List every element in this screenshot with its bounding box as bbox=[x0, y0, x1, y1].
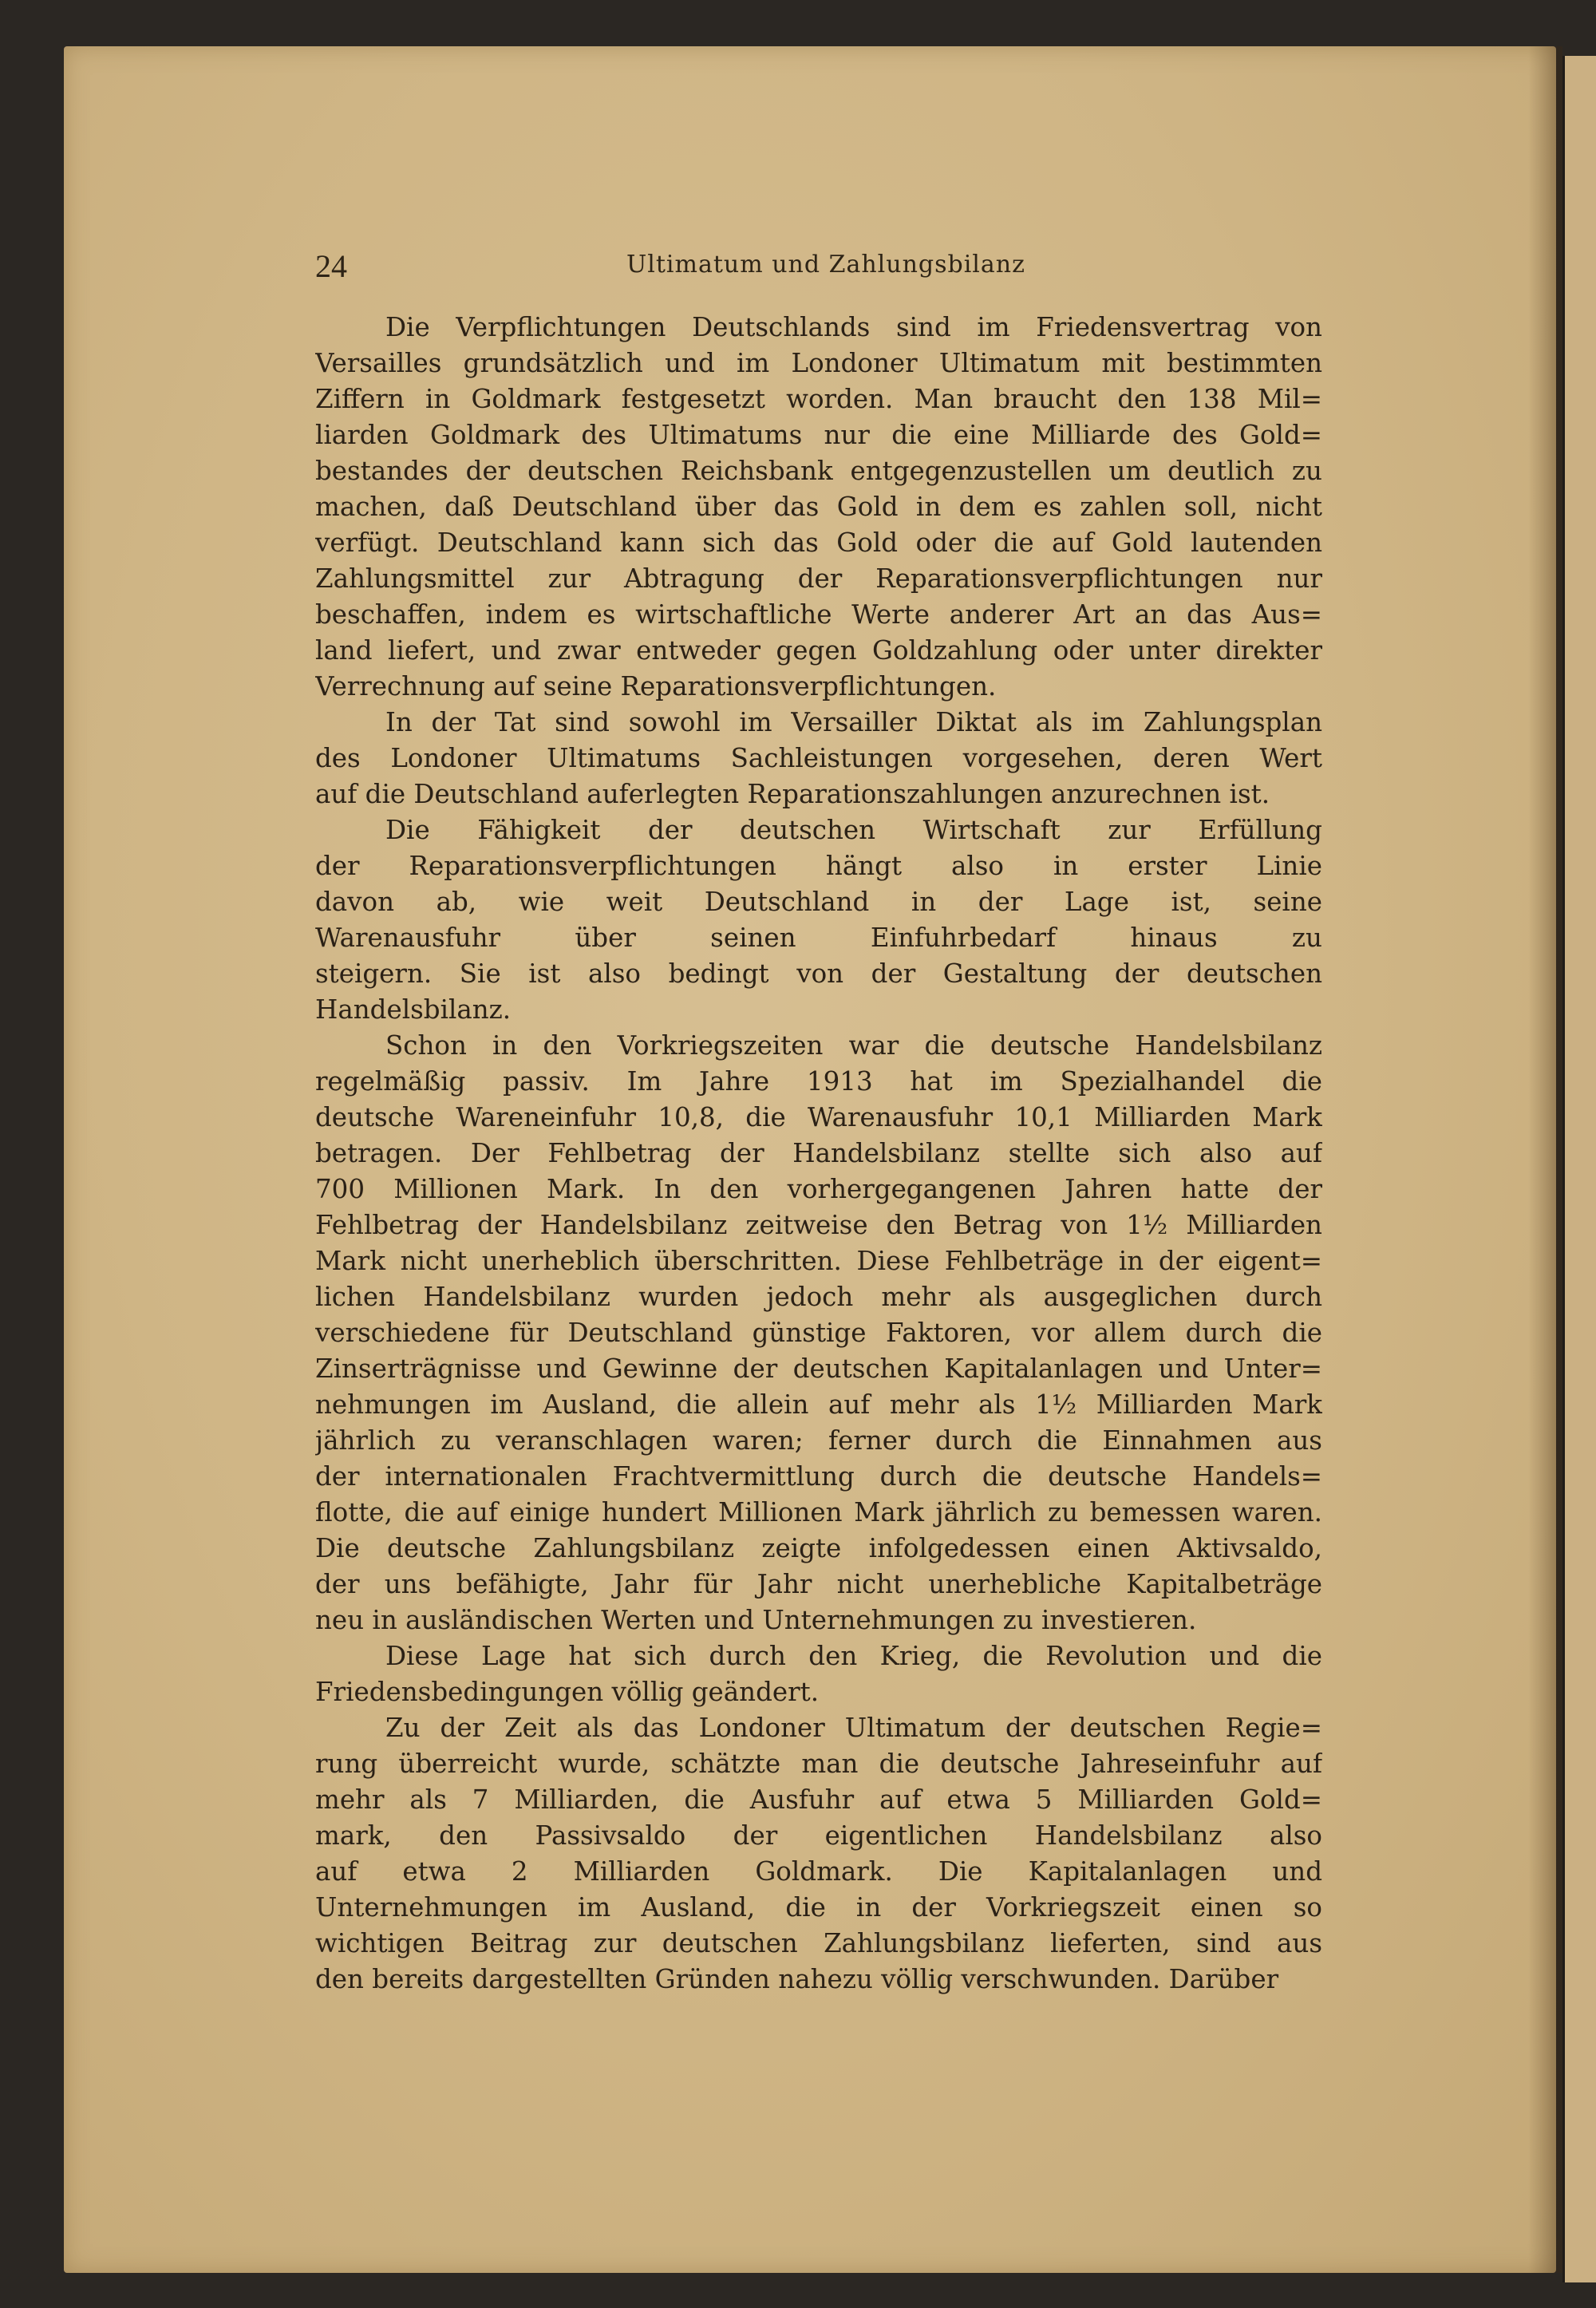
text-line: der internationalen Frachtvermittlung durch die deutsche Handels= bbox=[315, 1461, 1322, 1492]
text-line: wichtigen Beitrag zur deutschen Zahlungsbilanz lieferten, sind aus bbox=[315, 1928, 1322, 1958]
gutter-shadow bbox=[1528, 46, 1562, 2273]
text-line: Fehlbetrag der Handelsbilanz zeitweise den Betrag von 1½ Milliarden bbox=[315, 1210, 1322, 1240]
text-line: liarden Goldmark des Ultimatums nur die eine Milliarde des Gold= bbox=[315, 420, 1322, 450]
page-header bbox=[315, 247, 1321, 283]
text-line: land liefert, und zwar entweder gegen Goldzahlung oder unter direkter bbox=[315, 635, 1322, 666]
text-line: machen, daß Deutschland über das Gold in dem es zahlen soll, nicht bbox=[315, 492, 1322, 522]
running-title: Ultimatum und Zahlungsbilanz bbox=[626, 251, 1025, 279]
text-line: der Reparationsverpflichtungen hängt also in erster Linie bbox=[315, 851, 1322, 881]
text-line: Verrechnung auf seine Reparationsverpflichtungen. bbox=[315, 671, 997, 701]
text-line: den bereits dargestellten Gründen nahezu völlig verschwunden. Darüber bbox=[315, 1964, 1279, 1994]
text-line: Die deutsche Zahlungsbilanz zeigte infolgedessen einen Aktivsaldo, bbox=[315, 1533, 1322, 1563]
text-line: Diese Lage hat sich durch den Krieg, die Revolution und die bbox=[385, 1641, 1322, 1671]
text-line: Versailles grundsätzlich und im Londoner Ultimatum mit bestimmten bbox=[315, 348, 1322, 378]
text-line: Ziffern in Goldmark festgesetzt worden. Man braucht den 138 Mil= bbox=[315, 384, 1322, 414]
text-line: verfügt. Deutschland kann sich das Gold oder die auf Gold lautenden bbox=[315, 528, 1322, 558]
paragraph bbox=[315, 705, 1322, 812]
text-line: auf die Deutschland auferlegten Reparationszahlungen anzurechnen ist. bbox=[315, 779, 1270, 809]
text-line: bestandes der deutschen Reichsbank entgegenzustellen um deutlich zu bbox=[315, 456, 1322, 486]
text-line: neu in ausländischen Werten und Unternehmungen zu investieren. bbox=[315, 1605, 1197, 1635]
paragraph bbox=[315, 1028, 1322, 1638]
paragraph bbox=[315, 1638, 1322, 1710]
text-line: auf etwa 2 Milliarden Goldmark. Die Kapitalanlagen und bbox=[315, 1856, 1322, 1887]
body-text bbox=[315, 310, 1322, 1998]
text-line: Mark nicht unerheblich überschritten. Diese Fehlbeträge in der eigent= bbox=[315, 1246, 1322, 1276]
text-line: Zu der Zeit als das Londoner Ultimatum der deutschen Regie= bbox=[385, 1713, 1322, 1743]
text-line: Friedensbedingungen völlig geändert. bbox=[315, 1677, 820, 1707]
text-line: verschiedene für Deutschland günstige Faktoren, vor allem durch die bbox=[315, 1318, 1322, 1348]
text-line: deutsche Wareneinfuhr 10,8, die Warenausfuhr 10,1 Milliarden Mark bbox=[315, 1102, 1322, 1132]
text-line: Warenausfuhr über seinen Einfuhrbedarf hinaus zu bbox=[315, 923, 1322, 953]
text-line: der uns befähigte, Jahr für Jahr nicht unerhebliche Kapitalbeträge bbox=[315, 1569, 1322, 1599]
text-line: steigern. Sie ist also bedingt von der Gestaltung der deutschen bbox=[315, 958, 1322, 989]
text-line: davon ab, wie weit Deutschland in der Lage ist, seine bbox=[315, 887, 1322, 917]
text-line: In der Tat sind sowohl im Versailler Diktat als im Zahlungsplan bbox=[385, 707, 1322, 737]
text-line: Zahlungsmittel zur Abtragung der Reparationsverpflichtungen nur bbox=[315, 563, 1322, 594]
paragraph bbox=[315, 1710, 1322, 1998]
text-line: jährlich zu veranschlagen waren; ferner durch die Einnahmen aus bbox=[315, 1425, 1322, 1456]
paragraph bbox=[315, 310, 1322, 705]
text-line: betragen. Der Fehlbetrag der Handelsbilanz stellte sich also auf bbox=[315, 1138, 1322, 1168]
text-line: regelmäßig passiv. Im Jahre 1913 hat im Spezialhandel die bbox=[315, 1066, 1322, 1097]
text-line: nehmungen im Ausland, die allein auf mehr als 1½ Milliarden Mark bbox=[315, 1389, 1322, 1420]
text-line: lichen Handelsbilanz wurden jedoch mehr als ausgeglichen durch bbox=[315, 1282, 1322, 1312]
text-line: mark, den Passivsaldo der eigentlichen Handelsbilanz also bbox=[315, 1820, 1322, 1851]
text-line: des Londoner Ultimatums Sachleistungen vorgesehen, deren Wert bbox=[315, 743, 1322, 773]
text-line: 700 Millionen Mark. In den vorhergegangenen Jahren hatte der bbox=[315, 1174, 1322, 1204]
text-line: beschaffen, indem es wirtschaftliche Werte anderer Art an das Aus= bbox=[315, 599, 1322, 630]
page-number: 24 bbox=[315, 248, 347, 284]
text-line: rung überreicht wurde, schätzte man die deutsche Jahreseinfuhr auf bbox=[315, 1749, 1322, 1779]
text-line: Unternehmungen im Ausland, die in der Vorkriegszeit einen so bbox=[315, 1892, 1322, 1923]
text-line: Die Fähigkeit der deutschen Wirtschaft zur Erfüllung bbox=[385, 815, 1322, 845]
paragraph bbox=[315, 812, 1322, 1028]
text-line: flotte, die auf einige hundert Millionen Mark jährlich zu bemessen waren. bbox=[315, 1497, 1322, 1527]
text-line: Handelsbilanz. bbox=[315, 994, 512, 1025]
next-page-edge bbox=[1562, 56, 1596, 2282]
text-line: Schon in den Vorkriegszeiten war die deutsche Handelsbilanz bbox=[385, 1030, 1322, 1061]
text-line: mehr als 7 Milliarden, die Ausfuhr auf etwa 5 Milliarden Gold= bbox=[315, 1784, 1322, 1815]
text-line: Zinserträgnisse und Gewinne der deutschen Kapitalanlagen und Unter= bbox=[315, 1354, 1322, 1384]
text-line: Die Verpflichtungen Deutschlands sind im Friedensvertrag von bbox=[385, 312, 1322, 342]
